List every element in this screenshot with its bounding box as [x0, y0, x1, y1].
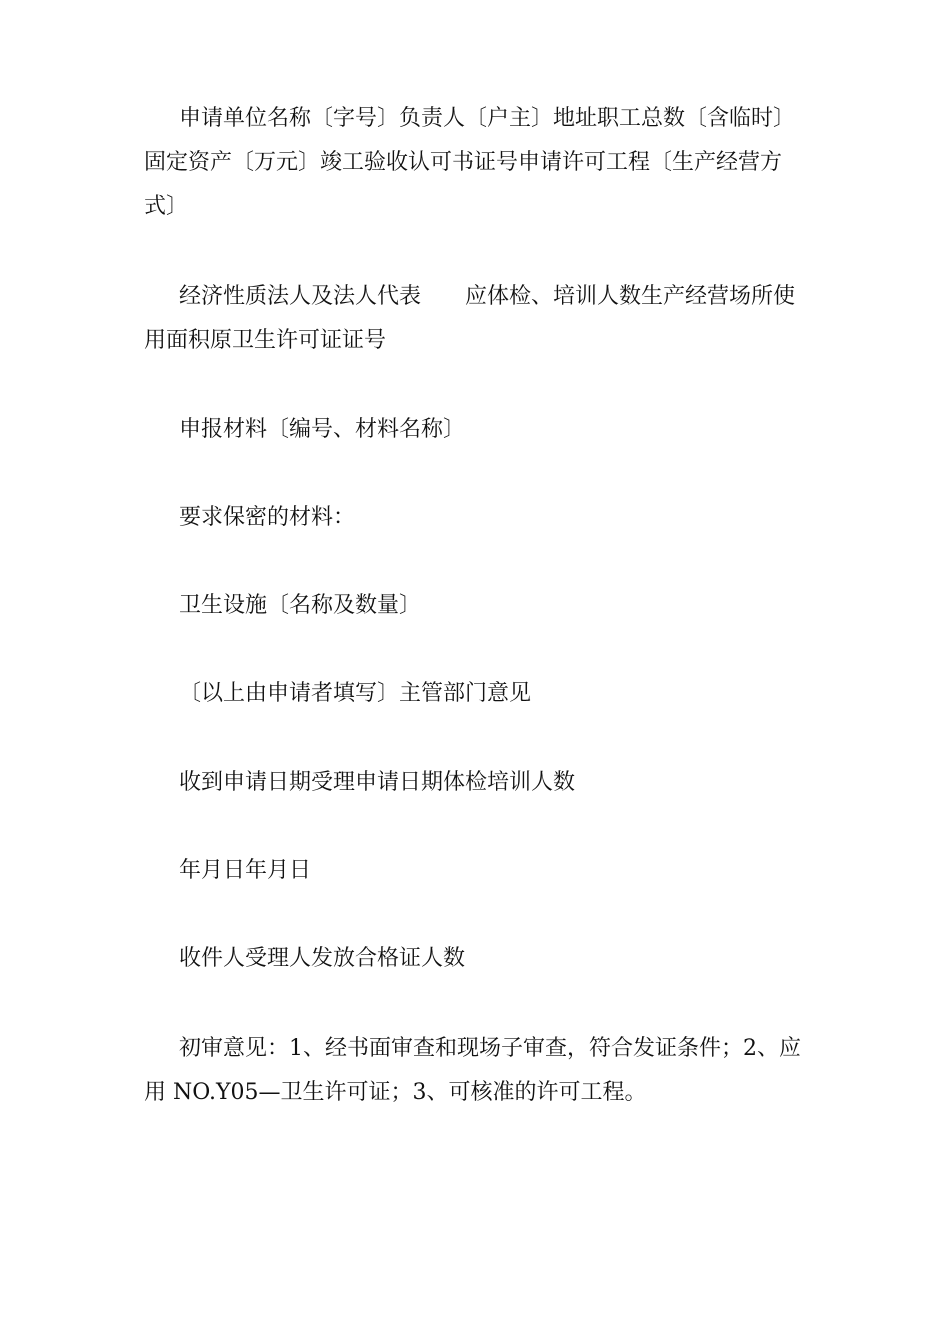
paragraph-preliminary-review: 初审意见：1、经书面审查和现场子审查，符合发证条件；2、应用 NO.Y05—卫生许可证；3、可核准的许可工程。 — [144, 1036, 801, 1105]
paragraph-receiver-info: 收件人受理人发放合格证人数 — [179, 946, 466, 971]
paragraph-submitted-materials: 申报材料〔编号、材料名称〕 — [179, 417, 466, 442]
paragraph-application-dates: 收到申请日期受理申请日期体检培训人数 — [179, 770, 576, 795]
paragraph-sanitary-facilities: 卫生设施〔名称及数量〕 — [179, 593, 422, 618]
paragraph-applicant-info: 申请单位名称〔字号〕负责人〔户主〕地址职工总数〔含临时〕固定资产〔万元〕竣工验收认可书证号申请许可工程〔生产经营方式〕 — [144, 106, 796, 219]
paragraph-department-opinion: 〔以上由申请者填写〕主管部门意见 — [179, 681, 532, 706]
paragraph-date-placeholders: 年月日年月日 — [179, 858, 312, 883]
paragraph-confidential-materials: 要求保密的材料： — [179, 505, 356, 530]
paragraph-economic-nature: 经济性质法人及法人代表 应体检、培训人数生产经营场所使用面积原卫生许可证证号 — [144, 284, 796, 353]
